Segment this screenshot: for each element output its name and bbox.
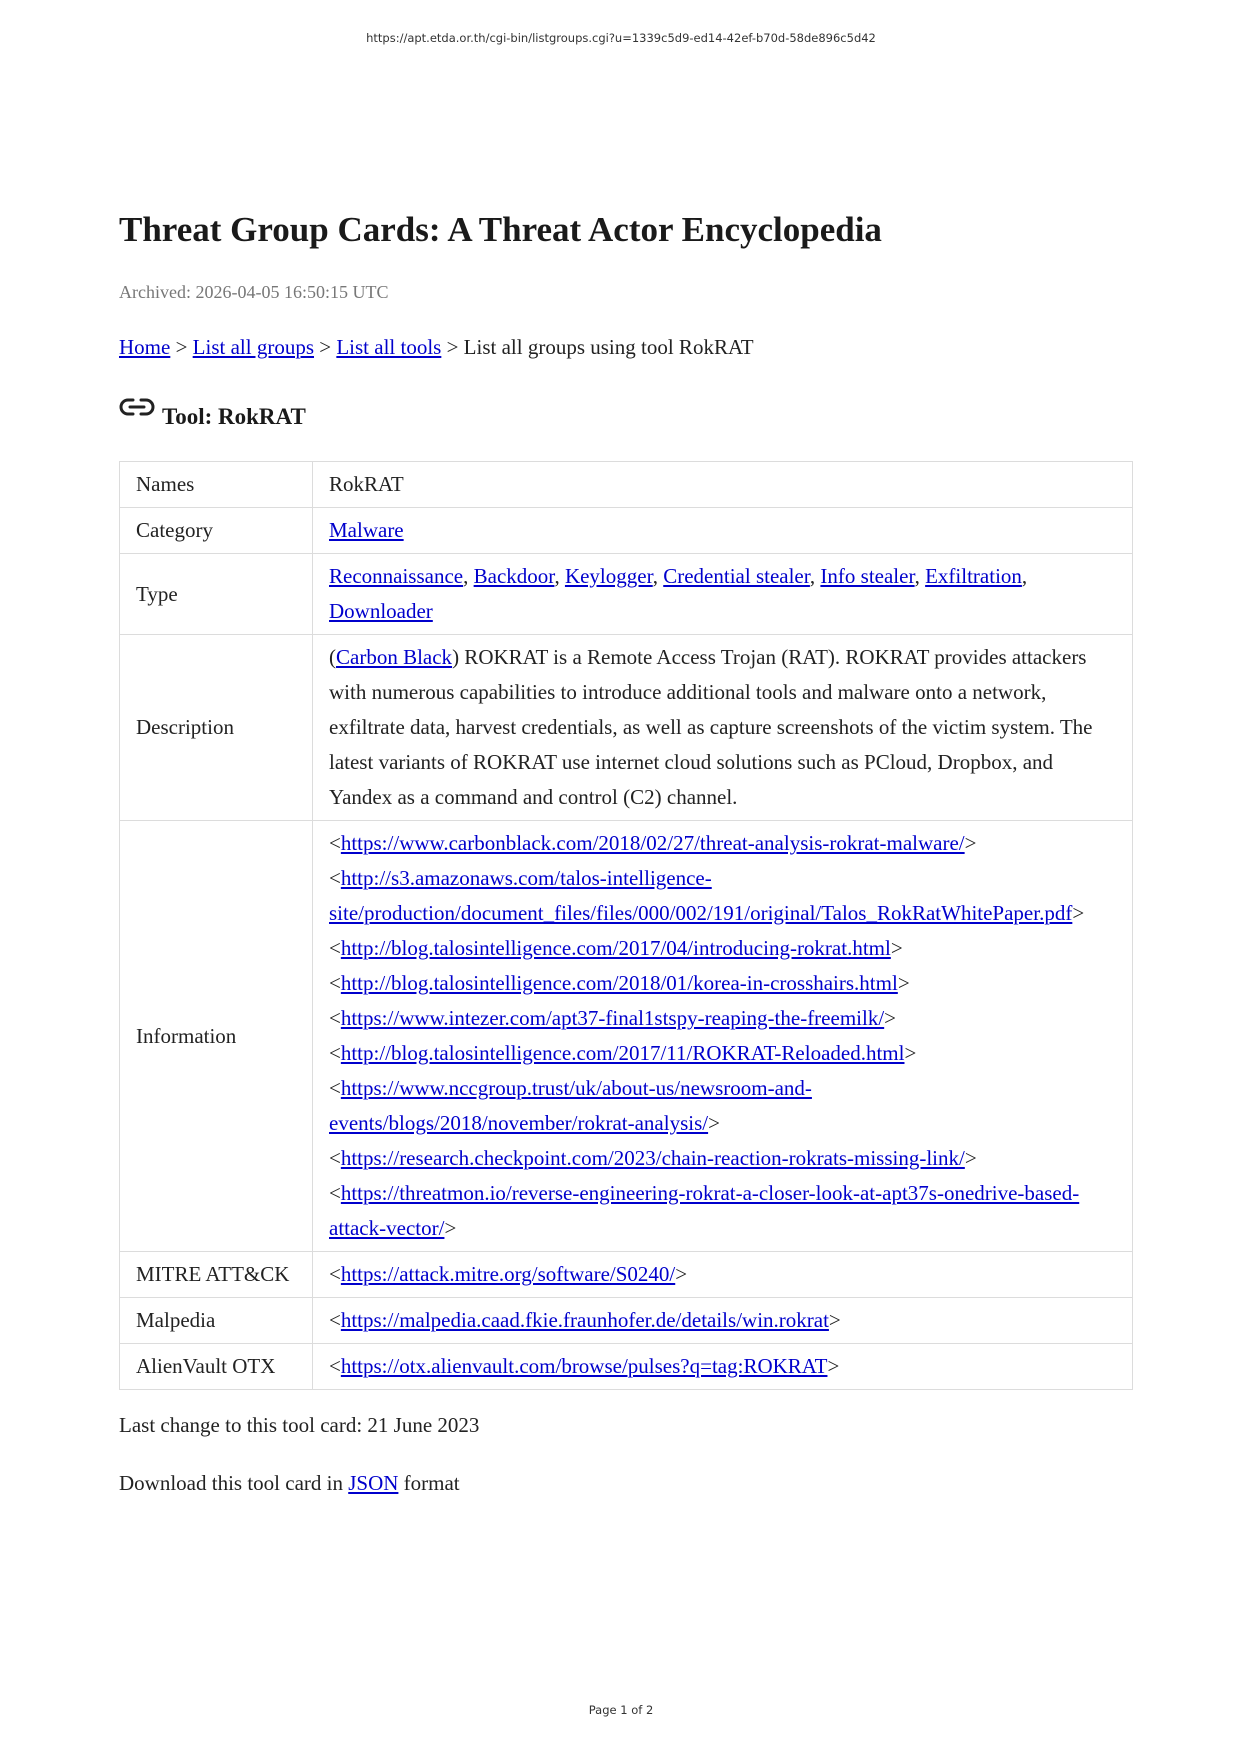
tool-card-table <box>119 461 1133 1390</box>
table-row <box>120 1344 1133 1390</box>
names-value: RokRAT <box>313 462 1133 508</box>
info-link-segment: http://s3.amazonaws.com/talos-intelligence- <box>340 866 712 890</box>
table-row <box>120 1252 1133 1298</box>
info-reference <box>329 1141 1116 1176</box>
description-key: Description <box>120 635 313 821</box>
breadcrumb-home-link[interactable]: Home <box>119 335 171 359</box>
otx-link[interactable]: https://otx.alienvault.com/browse/pulses?q=tag:ROKRAT <box>340 1354 828 1378</box>
info-link-segment: events/blogs/2018/november/rokrat-analysis/ <box>329 1111 709 1135</box>
gt: > <box>890 936 903 960</box>
info-reference-link[interactable] <box>341 1146 965 1170</box>
gt: > <box>964 831 977 855</box>
info-reference-link[interactable] <box>329 1076 812 1135</box>
description-text: ) ROKRAT is a Remote Access Trojan (RAT). ROKRAT provides attackers with numerous capabilities to introduce additional tools and malware onto a network, exfiltrate data, harvest credentials, as well as capture screenshots of the victim system. The latest variants of ROKRAT use internet cloud solutions such as PCloud, Dropbox, and Yandex as a command and control (C2) channel. <box>329 645 1093 809</box>
last-change: Last change to this tool card: 21 June 2023 <box>119 1413 480 1437</box>
malpedia-value <box>313 1298 1133 1344</box>
tool-title: Tool: RokRAT <box>162 404 306 429</box>
type-link[interactable]: Downloader <box>329 599 433 623</box>
malpedia-key: Malpedia <box>120 1298 313 1344</box>
info-link-segment: https://www.nccgroup.trust/uk/about-us/newsroom-and- <box>340 1076 812 1100</box>
type-separator: , <box>554 564 565 588</box>
info-link-segment: http://blog.talosintelligence.com/2017/04/introducing-rokrat.html <box>340 936 891 960</box>
gt: > <box>964 1146 977 1170</box>
info-link-segment: attack-vector/ <box>329 1216 445 1240</box>
breadcrumb-separator: > <box>314 335 337 359</box>
info-reference <box>329 1001 1116 1036</box>
mitre-link[interactable]: https://attack.mitre.org/software/S0240/ <box>340 1262 676 1286</box>
info-reference-link[interactable] <box>329 1181 1079 1240</box>
lt: < <box>329 1006 341 1030</box>
malpedia-link[interactable]: https://malpedia.caad.fkie.fraunhofer.de/details/win.rokrat <box>340 1308 829 1332</box>
type-link[interactable]: Exfiltration <box>925 564 1022 588</box>
gt: > <box>675 1262 688 1286</box>
lt: < <box>329 866 341 890</box>
lt: < <box>329 1354 341 1378</box>
gt: > <box>827 1354 840 1378</box>
info-reference <box>329 1036 1116 1071</box>
info-link-segment: https://www.intezer.com/apt37-final1stspy-reaping-the-freemilk/ <box>340 1006 885 1030</box>
lt: < <box>329 1181 341 1205</box>
main-content <box>119 210 1133 1496</box>
type-key: Type <box>120 554 313 635</box>
breadcrumb-groups-link[interactable]: List all groups <box>192 335 314 359</box>
info-link-segment: https://research.checkpoint.com/2023/chain-reaction-rokrats-missing-link/ <box>340 1146 965 1170</box>
lt: < <box>329 971 341 995</box>
gt: > <box>708 1111 720 1135</box>
names-key: Names <box>120 462 313 508</box>
type-separator: , <box>914 564 926 588</box>
info-reference <box>329 931 1116 966</box>
info-link-segment: http://blog.talosintelligence.com/2017/11/ROKRAT-Reloaded.html <box>340 1041 905 1065</box>
type-separator: , <box>463 564 474 588</box>
info-link-segment: https://www.carbonblack.com/2018/02/27/threat-analysis-rokrat-malware/ <box>340 831 965 855</box>
breadcrumb-separator: > <box>170 335 193 359</box>
mitre-key: MITRE ATT&CK <box>120 1252 313 1298</box>
lt: < <box>329 1262 341 1286</box>
lt: < <box>329 831 341 855</box>
category-key: Category <box>120 508 313 554</box>
breadcrumb <box>119 334 1133 360</box>
information-value <box>313 821 1133 1252</box>
archived-timestamp: Archived: 2026-04-05 16:50:15 UTC <box>119 282 389 302</box>
mitre-value <box>313 1252 1133 1298</box>
info-reference-link[interactable] <box>341 831 965 855</box>
type-link[interactable]: Info stealer <box>820 564 915 588</box>
info-reference <box>329 826 1116 861</box>
type-separator: , <box>1021 564 1028 588</box>
category-link[interactable]: Malware <box>329 518 404 542</box>
info-reference-link[interactable] <box>341 1041 905 1065</box>
lt: < <box>329 936 341 960</box>
gt: > <box>444 1216 457 1240</box>
gt: > <box>828 1308 841 1332</box>
type-separator: , <box>809 564 821 588</box>
info-reference-link[interactable] <box>329 866 1072 925</box>
tool-heading <box>119 393 1133 433</box>
info-link-segment: site/production/document_files/files/000/002/191/original/Talos_RokRatWhitePaper.pdf <box>329 901 1073 925</box>
page-url-header: https://apt.etda.or.th/cgi-bin/listgroups.cgi?u=1339c5d9-ed14-42ef-b70d-58de896c5d42 <box>366 31 876 45</box>
info-reference-link[interactable] <box>341 936 891 960</box>
lt: < <box>329 1041 341 1065</box>
description-source-link[interactable]: Carbon Black <box>336 645 453 669</box>
gt: > <box>897 971 910 995</box>
download-prefix: Download this tool card in <box>119 1471 349 1495</box>
page-title: Threat Group Cards: A Threat Actor Encyclopedia <box>119 210 882 249</box>
json-download-link[interactable]: JSON <box>348 1471 399 1495</box>
otx-value <box>313 1344 1133 1390</box>
lt: < <box>329 1308 341 1332</box>
category-value <box>313 508 1133 554</box>
lt: < <box>329 1146 341 1170</box>
link-icon <box>119 395 155 419</box>
table-row <box>120 635 1133 821</box>
type-link[interactable]: Backdoor <box>473 564 555 588</box>
breadcrumb-tools-link[interactable]: List all tools <box>336 335 442 359</box>
description-value <box>313 635 1133 821</box>
otx-key: AlienVault OTX <box>120 1344 313 1390</box>
table-row <box>120 508 1133 554</box>
table-row <box>120 1298 1133 1344</box>
download-line <box>119 1470 1133 1496</box>
info-reference-link[interactable] <box>341 971 898 995</box>
info-reference <box>329 861 1116 931</box>
type-value <box>313 554 1133 635</box>
info-reference <box>329 1176 1116 1246</box>
table-row <box>120 821 1133 1252</box>
gt: > <box>884 1006 897 1030</box>
info-reference <box>329 1071 1116 1141</box>
info-link-segment: http://blog.talosintelligence.com/2018/01/korea-in-crosshairs.html <box>340 971 898 995</box>
info-reference <box>329 966 1116 1001</box>
page-number: Page 1 of 2 <box>588 1703 654 1717</box>
type-link[interactable]: Credential stealer <box>663 564 810 588</box>
info-reference-link[interactable] <box>341 1006 884 1030</box>
type-link[interactable]: Reconnaissance <box>329 564 464 588</box>
table-row <box>120 554 1133 635</box>
information-key: Information <box>120 821 313 1252</box>
lt: < <box>329 1076 341 1100</box>
info-link-segment: https://threatmon.io/reverse-engineering-rokrat-a-closer-look-at-apt37s-onedrive-based- <box>340 1181 1080 1205</box>
table-row <box>120 462 1133 508</box>
type-separator: , <box>652 564 664 588</box>
description-open-paren: ( <box>329 645 336 669</box>
type-link[interactable]: Keylogger <box>564 564 653 588</box>
download-suffix: format <box>398 1471 460 1495</box>
breadcrumb-current: > List all groups using tool RokRAT <box>441 335 754 359</box>
gt: > <box>904 1041 917 1065</box>
gt: > <box>1072 901 1085 925</box>
